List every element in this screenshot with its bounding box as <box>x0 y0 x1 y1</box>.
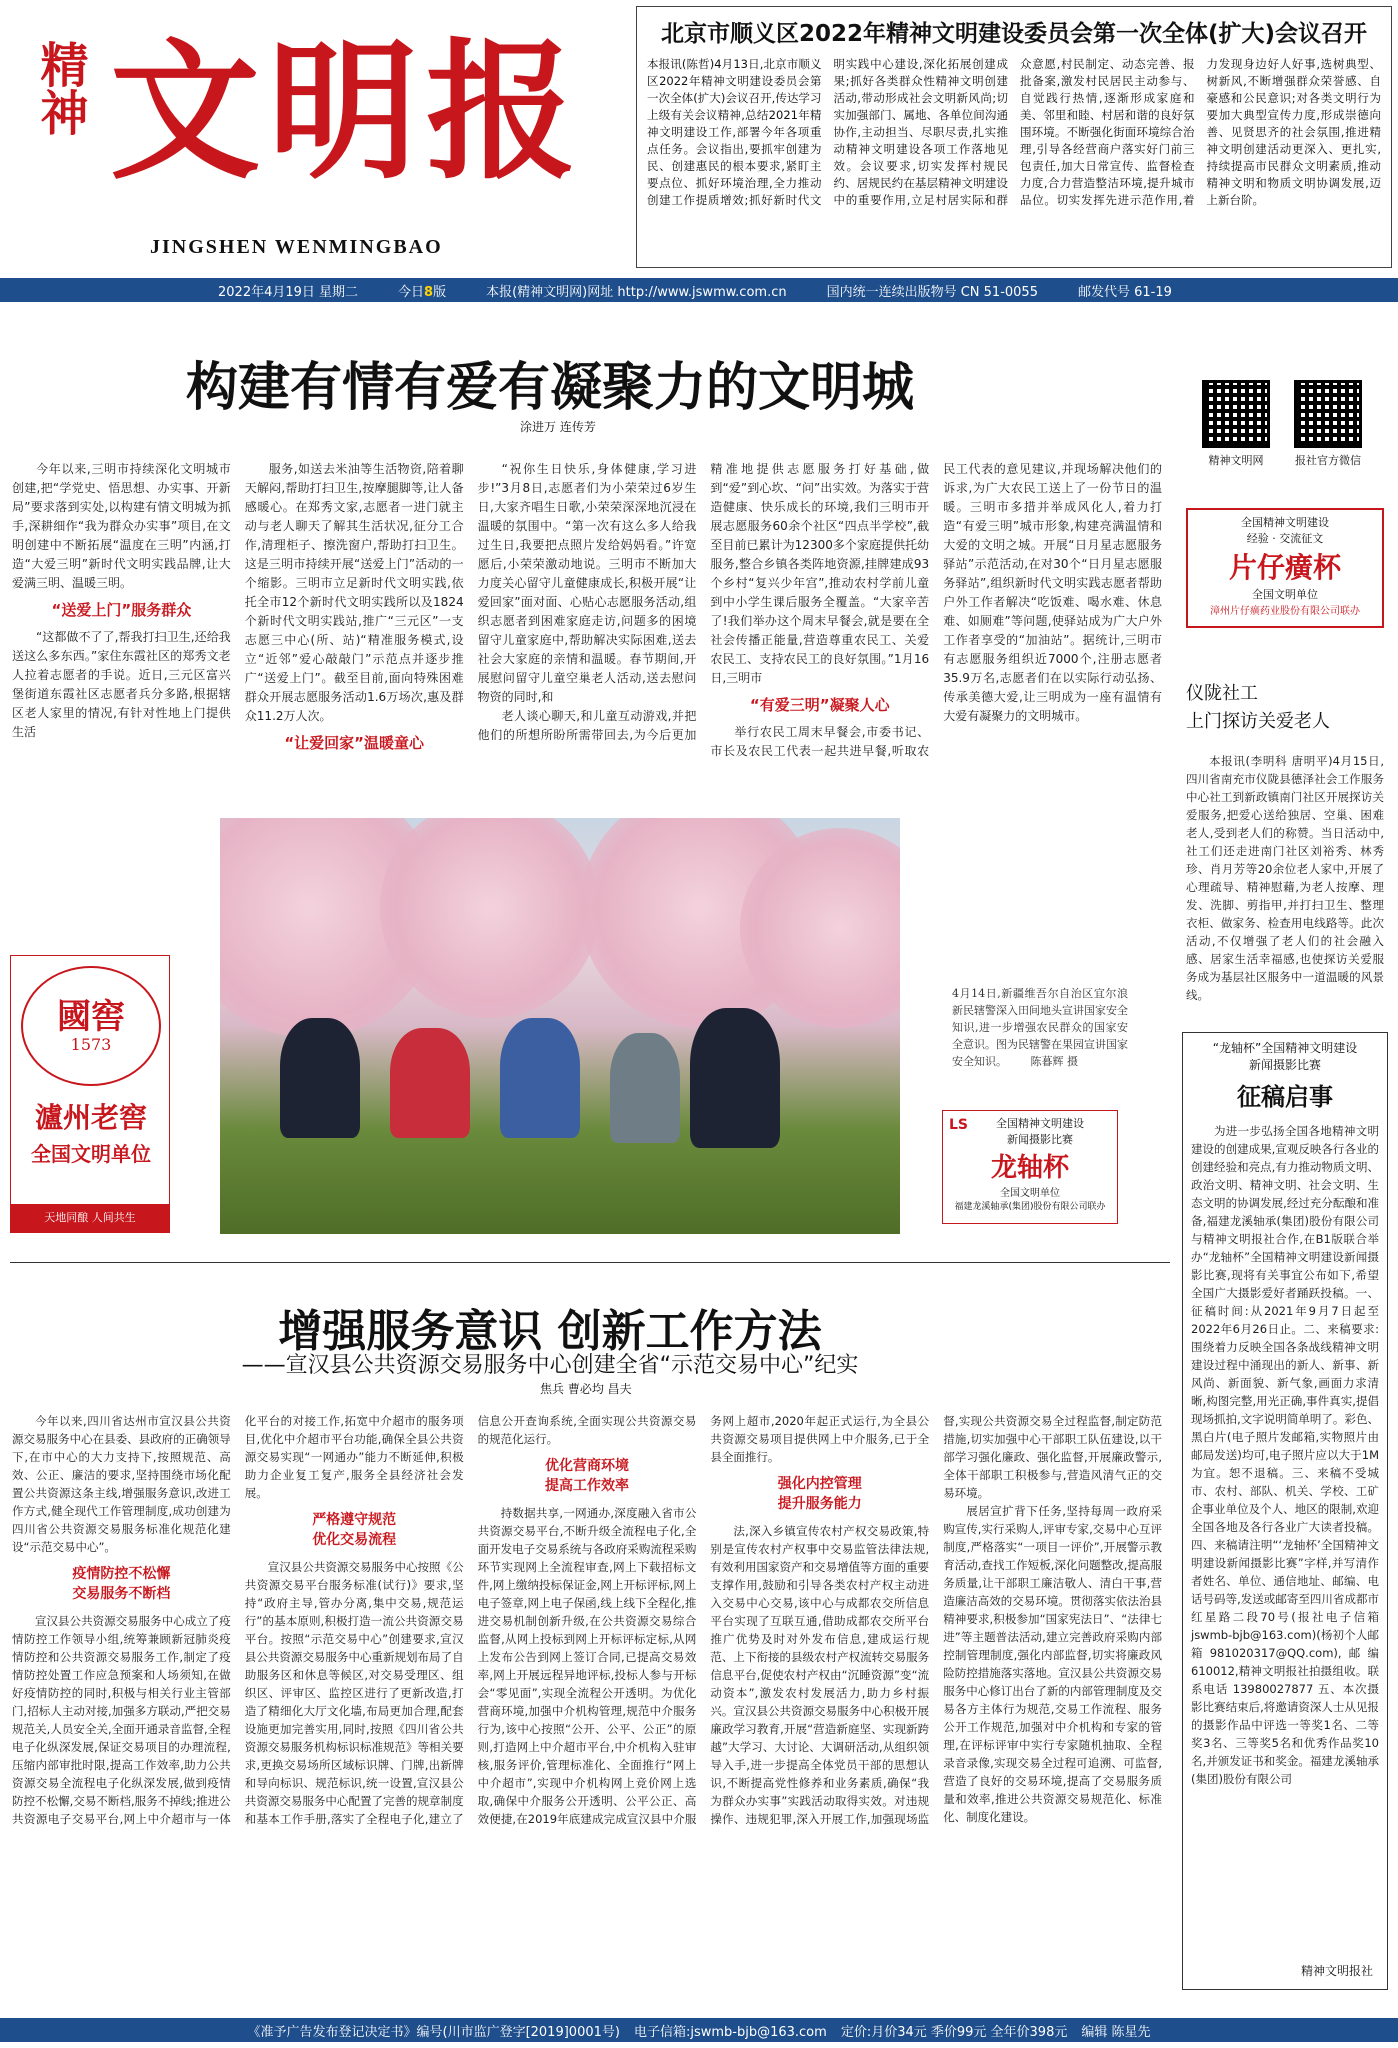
article1-subhead: “送爱上门”服务群众 <box>51 601 192 619</box>
masthead-logo-small: 精神 <box>32 40 88 136</box>
top-story <box>636 6 1392 268</box>
news-photo <box>220 818 900 1234</box>
article2-para: 宣汉县公共资源交易服务中心按照《公共资源交易平台服务标准(试行)》要求,坚持“政府主导,管办分离,集中交易,规范运行”的基本原则,积极打造一流公共资源交易平台。按照“示范交易中心”创建要求,宣汉县公共资源交易服务中心重新规划布局了自助服务区和休息等候区,对交易受理区、组织区、评审区、监控区进行了更新改造,打造了精细化大厅文化墙,布局更加合理,配套设施更加完善实用,同时,按照《四川省公共资源交易服务机构标识标准规范》等相关要求,更换交易场所区域标识牌、门牌,出新牌和导向标识、规范标识,统一设置,宣汉县公共资源交易服务中心配置了完善的规章制度和基本工作手册,落实了全程电子化,建立了信息公开查询系统,全面实现公共资源交易的规范化运行。 <box>244 1414 697 1826</box>
article2-title: 增强服务意识 创新工作方法 <box>278 1306 822 1357</box>
article1-body <box>12 460 1162 800</box>
article1-byline: 涂进万 连传芳 <box>520 420 596 434</box>
pianzaihuang-ad[interactable]: 全国精神文明建设 经验 · 交流征文 片仔癀杯 全国文明单位 漳州片仔癀药业股份有限公司联办 <box>1186 508 1384 628</box>
section-divider <box>10 1262 1170 1263</box>
issue-date: 2022年4月19日 星期二 <box>218 284 359 300</box>
article1-para: “这都做不了了,帮我打扫卫生,还给我送这么多东西。”家住东霞社区的郑秀文老人拉着志愿者的手说。近日,三元区富兴堡街道东霞社区志愿者兵分多路,根据辖区老人家里的情况,有针对性地上门提供生活 <box>12 630 231 739</box>
article2-byline: 焦兵 曹必均 昌夫 <box>540 1382 632 1396</box>
article2-para: 宣汉县公共资源交易服务中心成立了疫情防控工作领导小组,统筹兼顾新冠肺炎疫情防控和公共资源交易服务工作,制定了疫情防控处置工作应急预案和人场须知,在做好疫情防控的同时,积极与相关行业主管部门,招标人主动对接,加强多方联动,严把交易规范关,人员安全关,全面开通录音监督,全程电子化纵深发展,保证交易项目的办理流程,压缩内部审批时限,提高工作效率,助力公共资源交易全流程电子化纵深发展,做到疫情防控不松懈,交易不断档,服务不掉线;推进公共资源电子交易平台,网上中介超市与一体化平台的对接工作,拓宽中介超市的服务项目,优化中介超市平台功能,确保全县公共资源交易实现“一网通办”能力不断延伸,积极助力企业复工复产,服务全县经济社会发展。 <box>12 1414 464 1826</box>
masthead-pinyin: JINGSHEN WENMINGBAO <box>150 236 443 258</box>
article2-subhead: 严格遵守规范 优化交易流程 <box>312 1512 397 1548</box>
ad-license: 《准予广告发布登记决定书》编号(川市监广登字[2019]0001号) <box>247 2024 620 2040</box>
photo-credit: 陈暮辉 摄 <box>1030 1055 1078 1068</box>
article1-para: 老人谈心聊天,和儿童互动游戏,并把他们的所想所盼所需带回去,为今后更加精准地提供志愿服务打好基础,做到“爱”到心坎、“问”出实效。为落实于营造健康、快乐成长的环境,我们三明市开展志愿服务60余个社区“四点半学校”,截至目前已累计为12300多个家庭提供托幼服务,整合乡镇各类阵地资源,挂牌建成93个乡村“复兴少年宫”,推动农村学前儿童到中小学生课后服务全覆盖。“大家辛苦了!我们举办这个周末早餐会,就是要在全社会传播正能量,营造尊重农民工、关爱农民工、支持农民工的良好氛围。”1月16日,三明市 <box>477 462 930 742</box>
article1-title: 构建有情有爱有凝聚力的文明城 <box>185 358 914 418</box>
photo-caption: 4月14日,新疆维吾尔自治区宜尔浪新民辖警深入田间地头宣讲国家安全知识,进一步增强农民群众的国家安全意识。图为民辖警在果园宣讲国家安全知识。 陈暮辉 摄 <box>952 987 1128 1068</box>
article2-para: 展居宣扩背下任务,坚持每周一政府采购宣传,实行采购人,评审专家,交易中心互评制度,严格落实“一项目一评价”,开展警示教育活动,查找工作短板,深化问题整改,提高服务质量,让干部职工廉洁敬人、清白干事,营造廉洁高效的交易环境。贯彻落实依法治县精神要求,积极参加“国家宪法日”、“法律七进”等主题普法活动,建立完善政府采购内部控制管理制度,强化内部监督,切实将廉政风险防控措施落实落地。宣汉县公共资源交易服务中心修订出台了新的内部管理制度及交易各方主体行为规范,交易工作流程、服务公开工作规范,加强对中介机构和专家的管理,在评标评审中实行专家随机抽取、全程录音录像,实现交易全过程可追溯、可监督,营造了良好的交易环境,提高了交易服务质量和效率,推进公共资源交易规范化、标准化、制度化建设。 <box>943 1504 1162 1824</box>
article2-subtitle: ——宣汉县公共资源交易服务中心创建全省“示范交易中心”纪实 <box>241 1353 859 1378</box>
footer-bar <box>0 2018 1398 2042</box>
editor-name: 编辑 陈星先 <box>1081 2024 1151 2040</box>
article2-para: 持数据共享,一网通办,深度融入省市公共资源交易平台,不断升级全流程电子化,全面开发电子交易系统与各政府采购流程采购环节实现网上全流程审查,网上下载招标文件,网上缴纳投标保证金,网上开标评标,网上电子签章,网上电子保函,线上线下全程化,推进交易机制创新升级,在公共资源交易综合监督,从网上投标到网上开标评标定标,从网上发布公告到网上签订合同,已提高交易效率,网上开展远程异地评标,投标人参与开标会“零见面”,实现全流程公开透明。为优化营商环境,加强中介机构管理,规范中介服务行为,该中心按照“公开、公平、公正”的原则,打造网上中介超市平台,中介机构入驻审核,服务评价,管理标准化、全面推行“网上中介超市”,实现中介机构网上竞价网上选取,确保中介服务公开透明、公平公正、高效便捷,在2019年底建成完成宣汉县中介服务网上超市,2020年起正式运行,为全县公共资源交易项目提供网上中介服务,已于全县全面推行。 <box>477 1414 930 1826</box>
article1-subhead: “让爱回家”温暖童心 <box>284 734 425 752</box>
sidebar-news-title: 仪陇社工 上门探访关爱老人 <box>1186 683 1330 732</box>
contest-sign: 精神文明报社 <box>1300 1964 1373 1978</box>
article2-para: 今年以来,四川省达州市宣汉县公共资源交易服务中心在县委、县政府的正确领导下,在市中心的大力支持下,按照规范、高效、公正、廉洁的要求,坚持围绕市场化配置公共资源这条主线,增强服务意识,改进工作方式,健全现代工作管理制度,成功创建为四川省公共资源交易服务标准化规范化建设“示范交易中心”。 <box>12 1414 231 1554</box>
qr-code-website[interactable] <box>1202 380 1270 468</box>
article2-subhead: 优化营商环境 提高工作效率 <box>544 1458 629 1494</box>
qr-code-icon <box>1202 380 1270 448</box>
contest-title: 征稿启事 <box>1237 1083 1333 1111</box>
qr-label: 精神文明网 <box>1208 454 1264 467</box>
price-info: 定价:月价34元 季价99元 全年价398元 <box>840 2024 1068 2040</box>
masthead <box>0 0 630 275</box>
website-line: 本报(精神文明网)网址 http://www.jswmw.com.cn <box>486 284 787 300</box>
article1-para: 举行农民工周末早餐会,市委书记、市长及农民工代表一起共进早餐,听取农民工代表的意见建议,并现场解决他们的诉求,为广大农民工送上了一份节日的温暖。三明市多措并举成风化人,着力打造“有爱三明”城市形象,构建亮满温情和大爱的文明之城。开展“日月星志愿服务驿站”示范活动,在对30个“日月星志愿服务驿站”,组织新时代文明实践志愿者帮助户外工作者解决“吃饭难、喝水难、休息难、如厕难”等问题,使驿站成为广大户外工作者享受的“加油站”。据统计,三明市有志愿服务组织近7000个,注册志愿者35.9万名,志愿者们在以实际行动弘扬、传承美德大爱,让三明成为一座有温情有大爱有凝聚力的文明城市。 <box>710 462 1162 758</box>
ad-brand: 片仔癀杯 <box>1228 551 1341 584</box>
masthead-logo-main: 文明报 <box>110 24 585 200</box>
today-pages: 今日8版 <box>398 284 447 300</box>
article1-subhead: “有爱三明”凝聚人心 <box>749 696 890 714</box>
contact-email: 电子信箱:jswmb-bjb@163.com <box>633 2024 827 2040</box>
luzhou-laojiao-ad[interactable]: 國窖 1573 瀘州老窖 全国文明单位 天地同酿 人间共生 <box>10 955 170 1233</box>
dateline-bar <box>0 278 1398 302</box>
sidebar-news-body: 本报讯(李明科 唐明平)4月15日,四川省南充市仪陇县德泽社会工作服务中心社工到新政镇南门社区开展探访关爱服务,把爱心送给独居、空巢、困难老人,受到老人们的称赞。当日活动中,社工们还走进南门社区刘裕秀、林秀珍、肖月芳等20余位老人家中,开展了心理疏导、精神慰藉,为老人按摩、理发、洗脚、剪指甲,并打扫卫生、整理衣柜、做家务、检查用电线路等。此次活动,不仅增强了老人们的社会融入感、居家生活幸福感,也使探访关爱服务成为基层社区服务中一道温暖的风景线。 <box>1186 754 1384 1002</box>
qr-label: 报社官方微信 <box>1295 454 1361 467</box>
ad-brand: 龙轴杯 <box>990 1153 1069 1183</box>
contest-body: 为进一步弘扬全国各地精神文明建设的创建成果,宣观反映各行各业的创建经验和亮点,有力推动物质文明、政治文明、精神文明、社会文明、生态文明的协调发展,经过充分酝酿和准备,福建龙溪轴承(集团)股份有限公司与精神文明报社合作,在B1版联合举办“龙轴杯”全国精神文明建设新闻摄影比赛,现将有关事宜公布如下,希望全国广大摄影爱好者踊跃投稿。一、征稿时间:从2021年9月7日起至2022年6月26日止。二、来稿要求:围绕着力反映全国各条战线精神文明建设过程中涌现出的新人、新事、新风尚、新面貌、新气象,画面力求清晰,构图完整,用光正确,事件真实,提倡现场抓拍,文字说明简单明了。彩色、黑白片(电子照片发邮箱,实物照片由邮局发送)均可,电子照片应以大于1M为宜。恕不退稿。三、来稿不受城市、农村、部队、机关、学校、工矿企事业单位及个人、地区的限制,欢迎全国各地及各行各业广大读者投稿。四、来稿请注明“‘龙轴杯’全国精神文明建设新闻摄影比赛”字样,并写清作者姓名、单位、通信地址、邮编、电话号码等,发送或邮寄至四川省成都市红星路二段70号(报社电子信箱jswmb-bjb@163.com)(杨初个人邮箱981020317@QQ.com),邮编610012,精神文明报社拍摄组收。联系电话 13980027877 五、本次摄影比赛结束后,将邀请资深人士从见报的摄影作品中评选一等奖1名、二等奖3名、三等奖5名和优秀作品奖10名,并颁发证书和奖金。福建龙溪轴承(集团)股份有限公司 <box>1191 1124 1379 1786</box>
top-story-body: 本报讯(陈哲)4月13日,北京市顺义区2022年精神文明建设委员会第一次全体(扩大)会议召开,传达学习上级有关会议精神,总结2021年精神文明建设工作,部署今年各项重点任务。会议指出,要抓牢创建为民、创建惠民的根本要求,紧盯主要点位、抓好环境治理,全力推动创建工作提质增效;抓好新时代文明实践中心建设,深化拓展创建成果;抓好各类群众性精神文明创建活动,带动形成社会文明新风尚;切实加强部门、属地、各单位间沟通协作,主动担当、尽职尽责,扎实推动精神文明建设各项工作落地见效。会议要求,切实发挥村规民约、居规民约在基层精神文明建设中的重要作用,立足村居实际和群众意愿,村民制定、动态完善、报批备案,激发村民居民主动参与、自觉践行热情,逐渐形成家庭和美、邻里和睦、村居和谐的良好氛围环境。不断强化街面环境综合治理,引导各经营商户落实好门前三包责任,加大日常宣传、监督检查力度,合力营造整洁环境,提升城市品位。切实发挥先进示范作用,着力发现身边好人好事,选树典型、树新风,不断增强群众荣誉感、自豪感和公民意识;对各类文明行为要加大典型宣传力度,形成崇德向善、见贤思齐的社会氛围,推进精神文明创建活动更深入、更扎实,持续提高市民群众文明素质,推动精神文明和物质文明协调发展,迈上新台阶。 <box>647 57 1381 207</box>
qr-code-wechat[interactable] <box>1294 380 1368 468</box>
postal-code: 邮发代号 61-19 <box>1077 284 1172 300</box>
sidebar <box>1180 380 1390 1990</box>
article2-subhead: 疫情防控不松懈 交易服务不断档 <box>72 1566 171 1602</box>
article2-para: 法,深入乡镇宣传农村产权交易政策,特别是宣传农村产权事中交易监管法律法规,有效利用国家资产和交易增值等方面的重要支撑作用,鼓励和引导各类农村产权主动进入交易中心交易,该中心与成都农交所信息平台实现了互联互通,借助成都农交所平台推广优势及时对外发布信息,建成运行规范、上下衔接的县级农村产权流转交易服务信息平台,促使农村产权由“沉睡资源”变“流动资本”,激发农村发展活力,助力乡村振兴。宣汉县公共资源交易服务中心积极开展廉政学习教育,开展“营造新庭坚、实现新跨越”大学习、大讨论、大调研活动,从组织领导入手,进一步提高全体党员干部的思想认识,不断提高党性修养和业务素质,确保“我为群众办实事”实践活动取得实效。对违规操作、违规犯罪,深入开展工作,加强现场监督,实现公共资源交易全过程监督,制定防范措施,切实加强中心干部职工队伍建设,以干部学习强化廉政、强化监督,开展廉政警示,全体干部职工积极参与,营造风清气正的交易环境。 <box>710 1414 1162 1826</box>
top-story-title: 北京市顺义区2022年精神文明建设委员会第一次全体(扩大)会议召开 <box>660 21 1368 47</box>
article1-para: 今年以来,三明市持续深化文明城市创建,把“学党史、悟思想、办实事、开新局”要求落到实处,以构建有情文明城为抓手,深耕细作“我为群众办实事”项目,在文明创建中不断拓展“温度在三明”内涵,打造“大爱三明”新时代文明实践品牌,让大爱满三明、温暖三明。 <box>12 462 231 590</box>
longzhou-cup-ad[interactable]: LS 全国精神文明建设 新闻摄影比赛 龙轴杯 全国文明单位 福建龙溪轴承(集团)股份有限公司联办 <box>942 1110 1118 1224</box>
article2-subhead: 强化内控管理 提升服务能力 <box>777 1476 862 1512</box>
guojiao-seal: 國窖 1573 <box>21 966 161 1086</box>
cn-number: 国内统一连续出版物号 CN 51-0055 <box>826 284 1038 300</box>
contest-notice: “龙轴杯”全国精神文明建设 新闻摄影比赛 征稿启事 为进一步弘扬全国各地精神文明建设的创建成果,宣观反映各行各业的创建经验和亮点,有力推动物质文明、政治文明、精神文明、社会文明、生态文明的协调发展,经过充分酝酿和准备,福建龙溪轴承(集团)股份有限公司与精神文明报社合作,在B1版联合举办“龙轴杯”全国精神文明建设新闻摄影比赛,现将有关事宜公布如下,希望全国广大摄影爱好者踊跃投稿。一、征稿时间:从2021年9月7日起至2022年6月26日止。二、来稿要求:围绕着力反映全国各条战线精神文明建设过程中涌现出的新人、新事、新风尚、新面貌、新气象,画面力求清晰,构图完整,用光正确,事件真实,提倡现场抓拍,文字说明简单明了。彩色、黑白片(电子照片发邮箱,实物照片由邮局发送)均可,电子照片应以大于1M为宜。恕不退稿。三、来稿不受城市、农村、部队、机关、学校、工矿企事业单位及个人、地区的限制,欢迎全国各地及各行各业广大读者投稿。四、来稿请注明“‘龙轴杯’全国精神文明建设新闻摄影比赛”字样,并写清作者姓名、单位、通信地址、邮编、电话号码等,发送或邮寄至四川省成都市红星路二段70号(报社电子信箱jswmb-bjb@163.com)(杨初个人邮箱981020317@QQ.com),邮编610012,精神文明报社拍摄组收。联系电话 13980027877 五、本次摄影比赛结束后,将邀请资深人士从见报的摄影作品中评选一等奖1名、二等奖3名、三等奖5名和优秀作品奖10名,并颁发证书和奖金。福建龙溪轴承(集团)股份有限公司 精神文明报社 <box>1182 1032 1388 1990</box>
article1-para: 服务,如送去米油等生活物资,陪着聊天解闷,帮助打扫卫生,按摩腿脚等,让人备感暖心。在郑秀文家,志愿者一进门就主动与老人聊天了解其生活状况,征分工合作,清理柜子、擦洗窗户,帮助打扫卫生。这是三明市持续开展“送爱上门”活动的一个缩影。三明市立足新时代文明实践,依托全市12个新时代文明实践所以及1824个新时代文明实践站,推广“三元区”一支志愿三中心(所、站)“精准服务模式,设立“近邻”爱心敲敲门”示范点并逐步推广“送爱上门”。截至目前,面向特殊困难群众开展志愿服务活动1.6万场次,惠及群众11.2万人次。 <box>244 462 464 723</box>
article2-body <box>12 1412 1162 2012</box>
longzhou-logo: LS <box>949 1117 969 1133</box>
article1-para: “祝你生日快乐,身体健康,学习进步!”3月8日,志愿者们为小荣荣过6岁生日,大家齐唱生日歌,小荣荣深深地沉浸在温暖的氛围中。“第一次有这么多人给我过生日,我要把点照片发给妈妈看。”许宽愿后,小荣荣激动地说。三明市不断加大力度关心留守儿童健康成长,积极开展“让爱回家”面对面、心贴心志愿服务活动,组织志愿者到困难家庭走访,问题多的困境留守儿童家庭中,帮助解决实际困难,送去社会大家庭的亲情和温暖。春节期间,开展慰问留守儿童空巢老人活动,送去慰问物资的同时,和 <box>477 462 697 704</box>
qr-code-icon <box>1294 380 1362 448</box>
